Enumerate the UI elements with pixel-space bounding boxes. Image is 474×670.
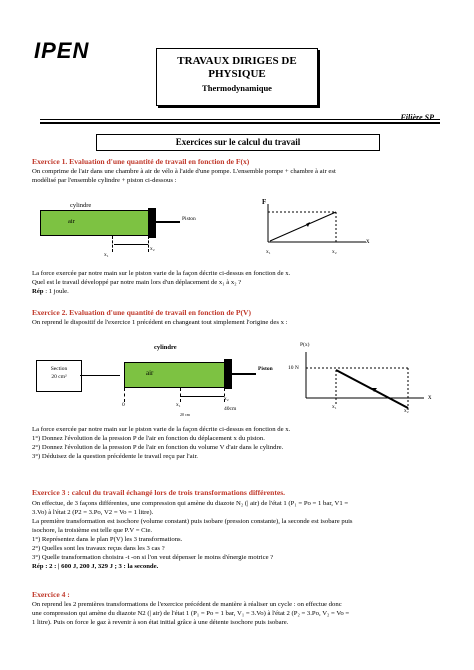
ex3-line-1: On effectue, de 3 façons différentes, une compression qui amène du diazote N₂ (| air) de l'état 1 (P₁ = Po = 1 bar, V1 = <box>32 500 349 507</box>
ex4-line-3: 1 litre). Puis on force le gaz à revenir à son état initial grâce à une détente isochore puis isobare. <box>32 619 289 626</box>
graph-p-label: P(x) <box>300 342 310 348</box>
graph-x1-label: x₁ <box>266 249 271 255</box>
ex1-heading: Exercice 1. Evaluation d'une quantité de travail en fonction de F(x) <box>32 157 250 166</box>
section-box <box>36 360 82 392</box>
filiere-label: Filière SP <box>400 113 434 122</box>
ex1-question-2: Quel est le travail développé par notre main lors d'un déplacement de x₁ à x₂ ? <box>32 279 242 286</box>
graph-f-label: F <box>262 198 267 206</box>
section-pointer <box>80 375 120 376</box>
air-chamber <box>124 362 226 388</box>
subtitle: Thermodynamique <box>202 83 272 93</box>
displacement-arrow <box>114 244 148 245</box>
air-label: air <box>146 369 154 377</box>
ex4-line-1: On reprend les 2 premières transformations de l'exercice précédent de manière à réaliser un cycle : on effectue donc <box>32 601 342 608</box>
length-40cm: 40cm <box>224 406 237 412</box>
graph-10n-label: 10 N <box>288 365 299 371</box>
title-line-1: TRAVAUX DIRIGES DE <box>177 55 297 67</box>
piston-rod <box>232 373 256 375</box>
air-chamber <box>40 210 150 236</box>
divider <box>40 119 440 120</box>
ex1-intro-2: modélisé par l'ensemble cylindre + piston ci-dessous : <box>32 177 177 184</box>
ex1-force-graph <box>256 198 376 260</box>
ex2-cylinder-figure <box>120 344 280 428</box>
ex3-heading: Exercice 3 : calcul du travail échangé lors de trois transformations différentes. <box>32 488 286 497</box>
ex1-cylinder-figure <box>40 200 220 260</box>
ex1-intro-1: On comprime de l'air dans une chambre à air de vélo à l'aide d'une pompe. L'ensemble pompe + chambre à air est <box>32 168 336 175</box>
section-label: Section <box>50 366 68 372</box>
graph-x2-label: x₂ <box>404 408 409 414</box>
ex2-heading: Exercice 2. Evaluation d'une quantité de travail en fonction de P(V) <box>32 308 252 317</box>
ex3-line-4: isochore, la troisième est telle que P.V = Cte. <box>32 527 153 534</box>
ex3-answer: Rép : 2 : | 600 J, 200 J, 329 J ; 3 : la seconde. <box>32 563 159 570</box>
cylinder-label: cylindre <box>70 202 92 209</box>
graph-x1-label: x₁ <box>332 404 337 410</box>
x1-label: x₁ <box>176 402 181 408</box>
arrow-mark <box>306 222 310 227</box>
piston-label: Piston <box>182 216 196 222</box>
length-20cm: 20 cm <box>180 412 190 417</box>
ex2-intro: On reprend le dispositif de l'exercice 1 précédent en changeant tout simplement l'origine des x : <box>32 319 288 326</box>
divider <box>40 122 440 124</box>
section-value: 20 cm² <box>51 374 67 380</box>
ex2-question-0: La force exercée par notre main sur le piston varie de la façon décrite ci-dessus en fonction de x. <box>32 426 291 433</box>
title-box <box>156 48 318 106</box>
ex2-question-1: 1°) Donnez l'évolution de la pression P de l'air en fonction du déplacement x du piston. <box>32 435 265 442</box>
ex2-question-2: 2°) Donnez l'évolution de la pression P de l'air en fonction du volume V d'air dans le cylindre. <box>32 444 284 451</box>
ex1-question-1: La force exercée par notre main sur le piston varie de la façon décrite ci-dessus en fonction de x. <box>32 270 291 277</box>
ex3-line-2: 3.Vo) à l'état 2 (P2 = 3.Po, V2 = Vo = 1 litre). <box>32 509 154 516</box>
force-line <box>270 212 336 241</box>
title-line-2: PHYSIQUE <box>208 68 266 80</box>
ipen-logo: IPEN <box>34 38 90 63</box>
graph-x-label: x <box>428 393 432 401</box>
piston <box>148 208 156 238</box>
piston <box>224 359 232 389</box>
x2-label: x₂ <box>224 396 229 402</box>
ex2-question-3: 3°) Déduisez de la question précédente le travail reçu par l'air. <box>32 453 198 460</box>
origin-marker <box>124 388 125 402</box>
graph-x2-label: x₂ <box>332 249 337 255</box>
ex2-pressure-graph <box>284 348 434 418</box>
piston-rod <box>156 221 180 223</box>
ex3-line-5: 1°) Représentez dans le plan P(V) les 3 transformations. <box>32 536 183 543</box>
ex4-line-2: une compression qui amène du diazote N2 (| air) de l'état 1 (P₁ = Po = 1 bar, V₁ = 3.Vo) à l'état 2 (P₂ = 3.Po, V₂ = Vo = <box>32 610 350 617</box>
air-label: air <box>68 218 75 225</box>
piston-label: Piston <box>258 366 273 372</box>
ex3-line-6: 2°) Quelles sont les travaux reçus dans les 3 cas ? <box>32 545 165 552</box>
x2-label: x₂ <box>150 246 155 252</box>
cylinder-label: cylindre <box>154 344 177 351</box>
x1-marker <box>180 388 181 402</box>
pressure-line <box>336 370 408 408</box>
ex4-heading: Exercice 4 : <box>32 590 70 599</box>
ex3-line-3: La première transformation est isochore (volume constant) puis isobare (pression constante), la seconde est isobare puis <box>32 518 353 525</box>
origin-label: 0 <box>122 402 125 408</box>
ex1-answer <box>32 288 444 297</box>
rep-label: Rép <box>32 288 44 295</box>
section-title: Exercices sur le calcul du travail <box>96 134 380 151</box>
displacement-arrow <box>180 396 224 397</box>
graph-x-label: x <box>366 237 370 245</box>
rep-value: : 1 joule. <box>43 288 69 295</box>
ex3-line-7: 3°) Quelle transformation choisira -t -on si l'on veut dépenser le moins d'énergie motrice ? <box>32 554 274 561</box>
x1-label: x₁ <box>104 252 109 258</box>
